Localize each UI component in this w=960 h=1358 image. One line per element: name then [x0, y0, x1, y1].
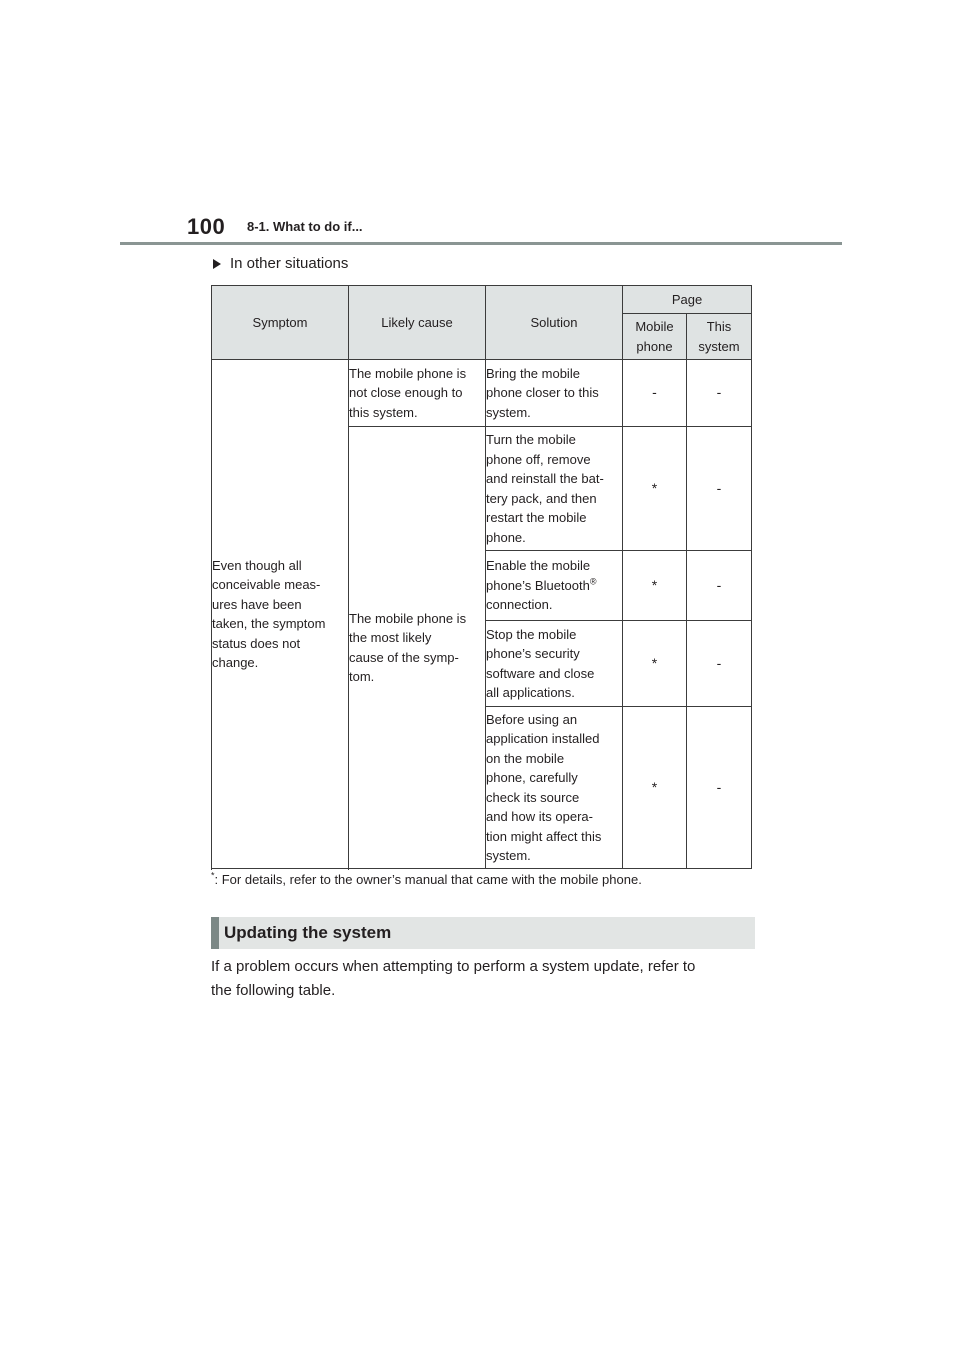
this-system-page-cell: - — [687, 360, 752, 427]
solution-line: Turn the mobile — [486, 432, 576, 447]
solution-line: Bring the mobile — [486, 365, 580, 381]
paragraph-line: If a problem occurs when attempting to perform a system update, refer to — [211, 958, 696, 975]
solution-line: phone, carefully — [486, 770, 578, 785]
paragraph-line: the following table. — [211, 982, 336, 999]
solution-cell — [486, 551, 623, 621]
section-heading-title: Updating the system — [224, 923, 392, 942]
solution-line: Stop the mobile — [486, 626, 577, 642]
solution-line: Enable the mobile — [486, 558, 591, 574]
cause-line: not close enough to — [349, 385, 463, 401]
body-paragraph — [211, 955, 771, 1003]
symptom-cell — [212, 360, 349, 869]
solution-line: application installed — [486, 731, 600, 746]
header-symptom: Symptom — [212, 286, 349, 360]
solution-line: connection. — [486, 597, 553, 613]
solution-line: tery pack, and then — [486, 490, 597, 506]
solution-line: software and close — [486, 665, 595, 681]
header-likely-cause: Likely cause — [349, 286, 486, 360]
header-this-system: This system — [687, 314, 752, 360]
cause-line: tom. — [349, 669, 375, 684]
symptom-line: taken, the symptom — [212, 616, 326, 631]
subheading — [213, 255, 348, 272]
solution-line: on the mobile — [486, 750, 565, 766]
cause-cell — [349, 360, 486, 427]
triangle-bullet-icon — [213, 259, 221, 269]
solution-cell — [486, 360, 623, 427]
symptom-line: Even though all — [212, 557, 302, 573]
solution-cell — [486, 621, 623, 707]
cause-line: The mobile phone is — [349, 365, 467, 381]
mobile-phone-page-cell: * — [623, 621, 687, 707]
symptom-line: ures have been — [212, 596, 302, 612]
page-number: 100 — [187, 214, 226, 239]
symptom-line: change. — [212, 655, 259, 670]
solution-line: Before using an — [486, 711, 578, 727]
header-solution: Solution — [486, 286, 623, 360]
footnote — [211, 872, 642, 887]
troubleshooting-table — [211, 285, 752, 869]
cause-line: The mobile phone is — [349, 610, 467, 626]
symptom-line: status does not — [212, 635, 301, 651]
solution-line: check its source — [486, 789, 580, 805]
solution-line: and reinstall the bat- — [486, 471, 604, 486]
solution-line: tion might affect this — [486, 828, 602, 844]
this-system-page-cell: - — [687, 621, 752, 707]
solution-line: system. — [486, 404, 531, 420]
solution-line: system. — [486, 848, 531, 863]
symptom-line: conceivable meas- — [212, 577, 321, 592]
subheading-text: In other situations — [230, 255, 349, 272]
solution-cell — [486, 707, 623, 869]
this-system-page-cell: - — [687, 707, 752, 869]
mobile-phone-page-cell: * — [623, 427, 687, 551]
cause-cell — [349, 427, 486, 869]
solution-line: all applications. — [486, 685, 575, 700]
cause-line: the most likely — [349, 630, 432, 645]
solution-line: and how its opera- — [486, 809, 593, 824]
footnote-text: : For details, refer to the owner’s manual that came with the mobile phone. — [214, 872, 642, 887]
solution-line: phone. — [486, 529, 526, 545]
section-header: 8-1. What to do if... — [247, 219, 363, 234]
mobile-phone-page-cell: * — [623, 551, 687, 621]
mobile-phone-page-cell: * — [623, 707, 687, 869]
this-system-page-cell: - — [687, 551, 752, 621]
cause-line: cause of the symp- — [349, 649, 459, 665]
header-mobile-phone: Mobile phone — [623, 314, 687, 360]
heading-accent-bar — [211, 917, 219, 949]
header-divider — [120, 242, 842, 245]
cause-line: this system. — [349, 404, 418, 420]
this-system-page-cell: - — [687, 427, 752, 551]
section-heading-box — [211, 917, 755, 949]
solution-line: phone off, remove — [486, 451, 591, 467]
solution-cell — [486, 427, 623, 551]
registered-mark: ® — [589, 576, 597, 587]
mobile-phone-page-cell: - — [623, 360, 687, 427]
solution-line: phone’s Bluetooth — [486, 577, 590, 593]
solution-line: phone closer to this — [486, 385, 599, 401]
footnote-mark: * — [211, 870, 215, 881]
solution-line: phone’s security — [486, 646, 580, 661]
solution-line: restart the mobile — [486, 510, 587, 525]
header-page: Page — [623, 286, 752, 314]
